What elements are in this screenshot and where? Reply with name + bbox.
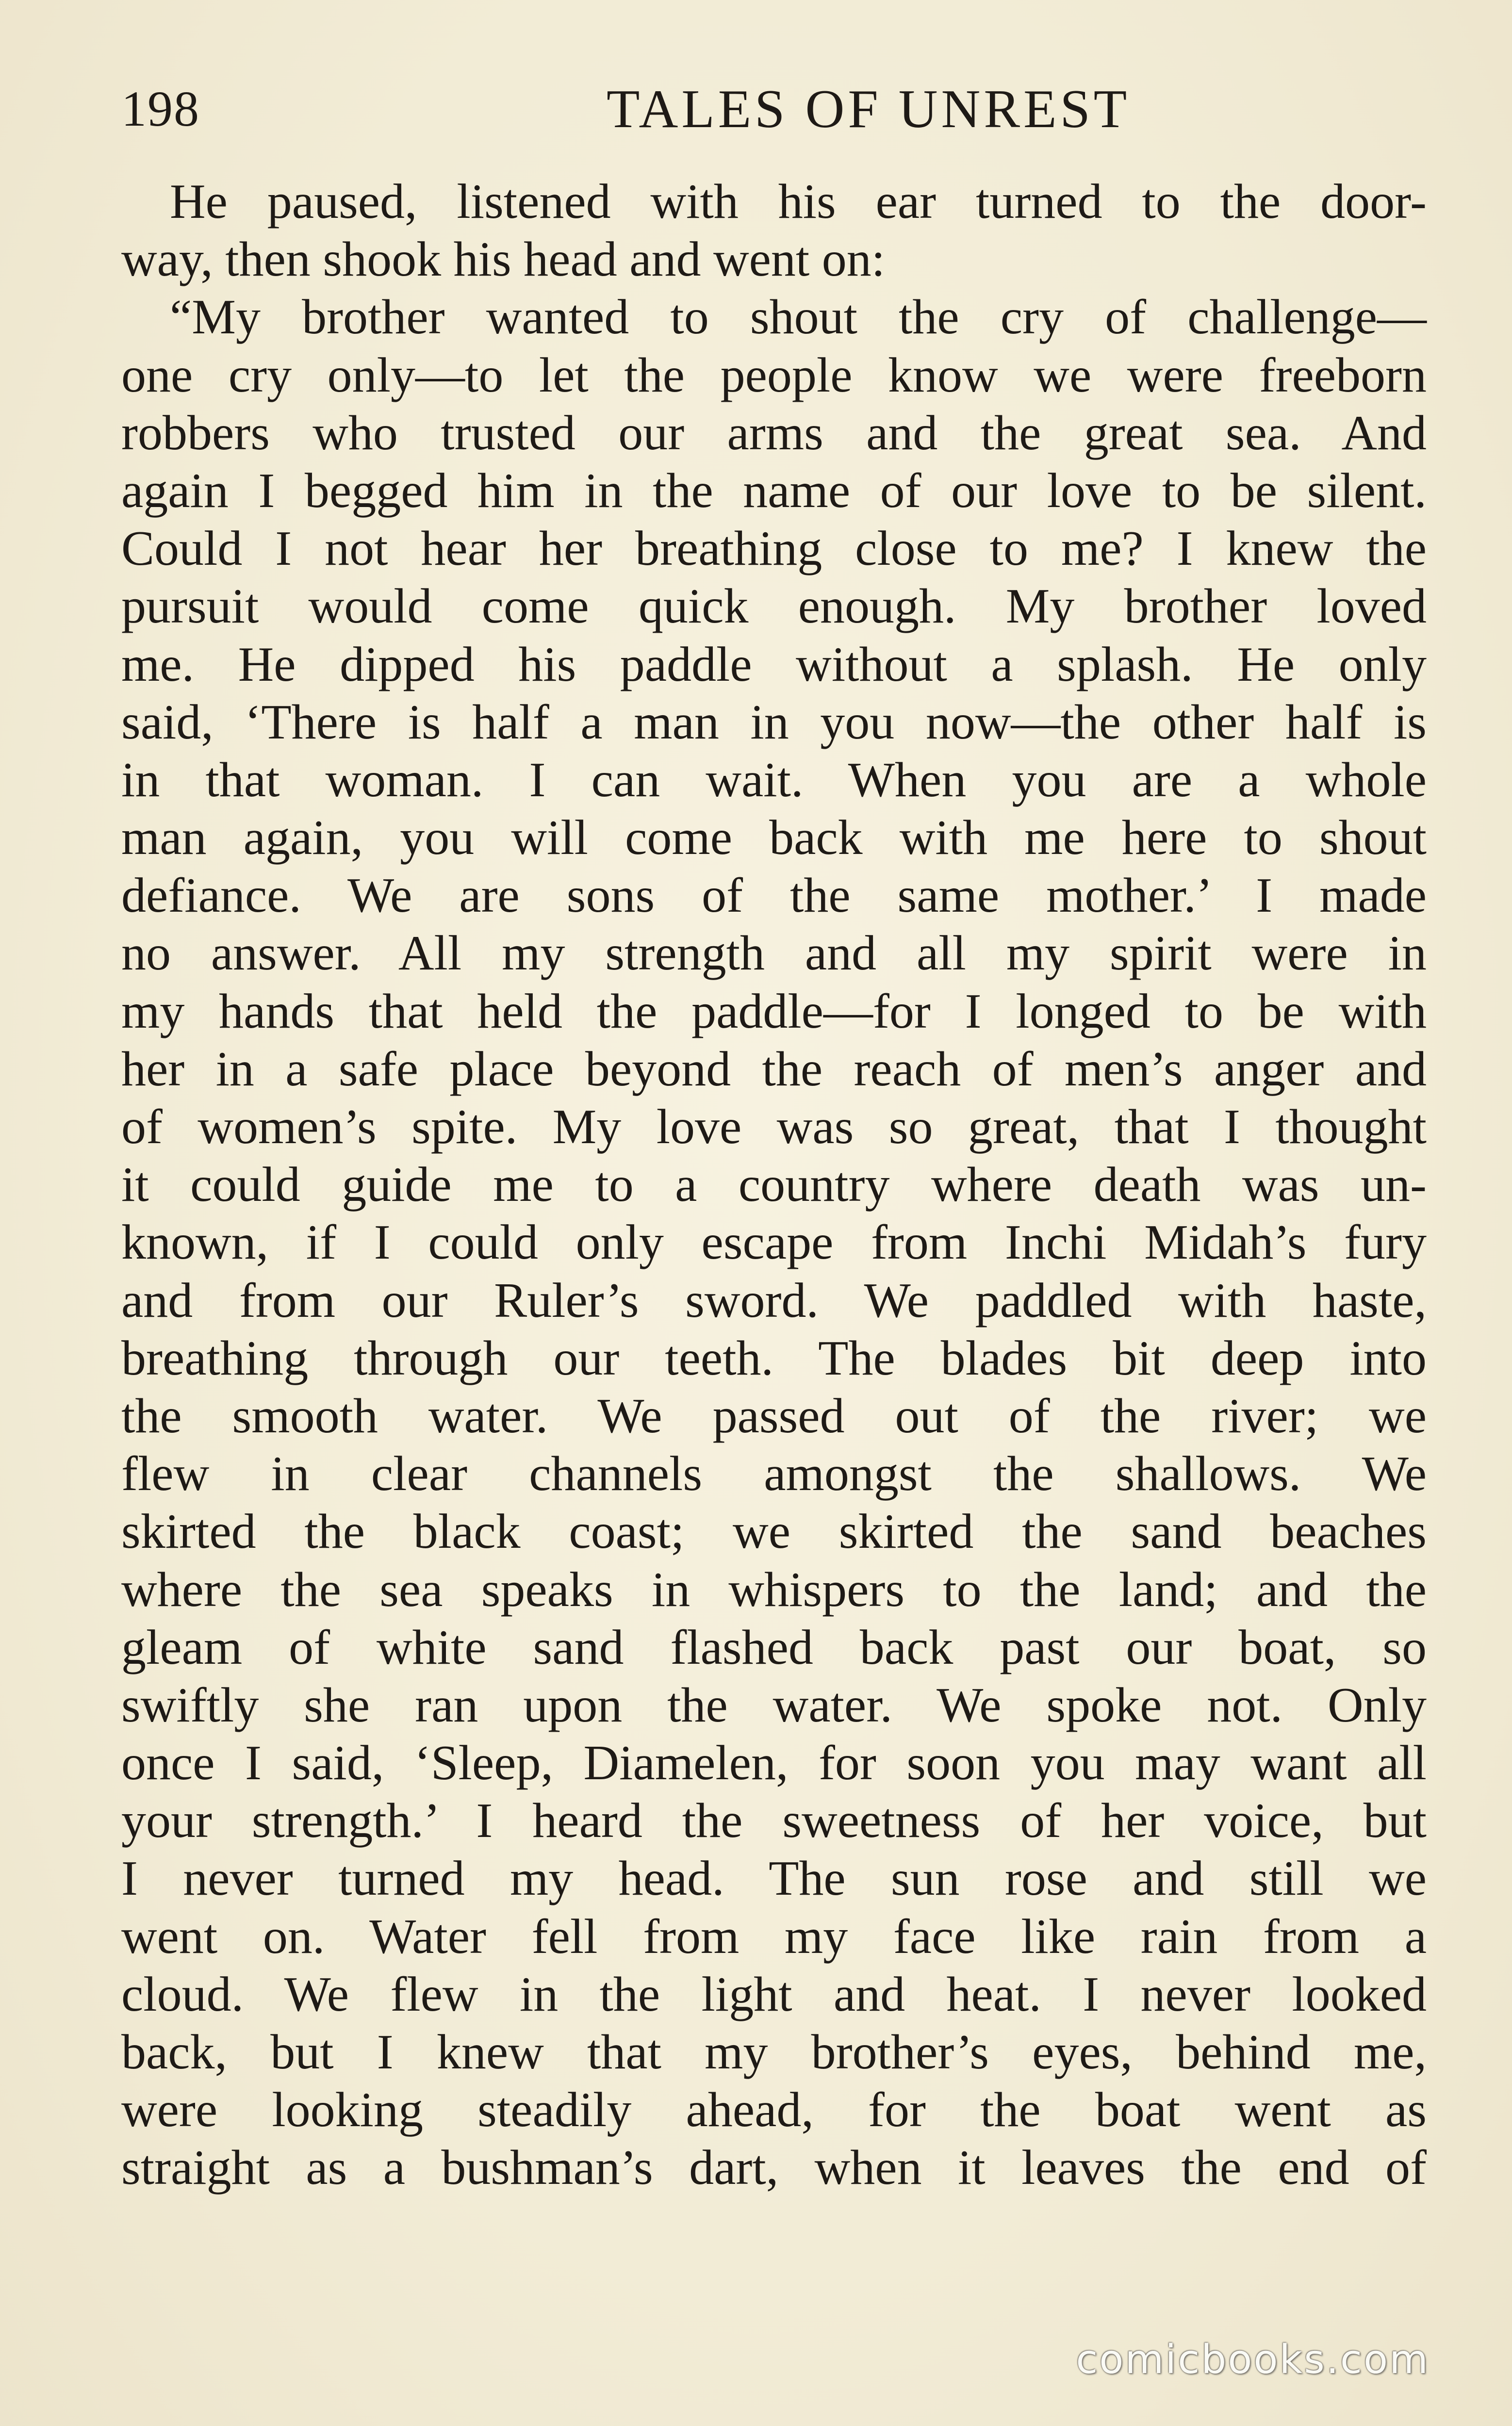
text-line: straight as a bushman’s dart, when it leaves the end of <box>121 2140 1427 2196</box>
text-line: no answer. All my strength and all my spirit were in <box>121 926 1427 981</box>
text-line: again I begged him in the name of our love to be silent. <box>121 463 1427 518</box>
text-line: of women’s spite. My love was so great, that I thought <box>121 1099 1427 1154</box>
body-text <box>121 173 1427 2197</box>
text-line: flew in clear channels amongst the shallows. We <box>121 1446 1427 1502</box>
text-line: swiftly she ran upon the water. We spoke not. Only <box>121 1677 1427 1733</box>
text-line: pursuit would come quick enough. My brother loved <box>121 579 1427 634</box>
text-line: robbers who trusted our arms and the great sea. And <box>121 405 1427 460</box>
text-line: said, ‘There is half a man in you now—the other half is <box>121 694 1427 750</box>
text-line: known, if I could only escape from Inchi Midah’s fury <box>121 1215 1427 1270</box>
text-line: your strength.’ I heard the sweetness of her voice, but <box>121 1793 1427 1849</box>
text-line: man again, you will come back with me here to shout <box>121 810 1427 866</box>
text-line: in that woman. I can wait. When you are a whole <box>121 752 1427 807</box>
text-line: went on. Water fell from my face like rain from a <box>121 1909 1427 1964</box>
text-line: me. He dipped his paddle without a splash. He only <box>121 637 1427 692</box>
text-line: back, but I knew that my brother’s eyes, behind me, <box>121 2025 1427 2080</box>
text-line: and from our Ruler’s sword. We paddled with haste, <box>121 1273 1427 1328</box>
watermark: comicbooks.com <box>1076 2337 1430 2383</box>
page-header <box>121 73 1431 146</box>
text-line: gleam of white sand flashed back past our boat, so <box>121 1620 1427 1675</box>
text-line: where the sea speaks in whispers to the land; and the <box>121 1562 1427 1617</box>
text-line: “My brother wanted to shout the cry of challenge— <box>170 290 1427 345</box>
page-number: 198 <box>121 81 200 137</box>
text-line: were looking steadily ahead, for the boat went as <box>121 2082 1427 2138</box>
text-line: the smooth water. We passed out of the river; we <box>121 1388 1427 1443</box>
text-line: Could I not hear her breathing close to me? I knew the <box>121 521 1427 576</box>
text-line: way, then shook his head and went on: <box>121 232 886 287</box>
running-head: TALES OF UNREST <box>607 79 1131 139</box>
text-line: skirted the black coast; we skirted the sand beaches <box>121 1504 1427 1559</box>
text-line: He paused, listened with his ear turned to the door- <box>170 174 1427 229</box>
text-line: one cry only—to let the people know we were freeborn <box>121 347 1427 403</box>
text-line: cloud. We flew in the light and heat. I never looked <box>121 1967 1427 2022</box>
text-line: breathing through our teeth. The blades bit deep into <box>121 1330 1427 1386</box>
text-line: my hands that held the paddle—for I longed to be with <box>121 984 1427 1039</box>
text-line: her in a safe place beyond the reach of men’s anger and <box>121 1041 1427 1097</box>
text-line: I never turned my head. The sun rose and still we <box>121 1851 1427 1906</box>
text-line: defiance. We are sons of the same mother.’ I made <box>121 868 1427 923</box>
text-line: it could guide me to a country where death was un- <box>121 1157 1427 1213</box>
text-line: once I said, ‘Sleep, Diamelen, for soon you may want all <box>121 1736 1427 1791</box>
